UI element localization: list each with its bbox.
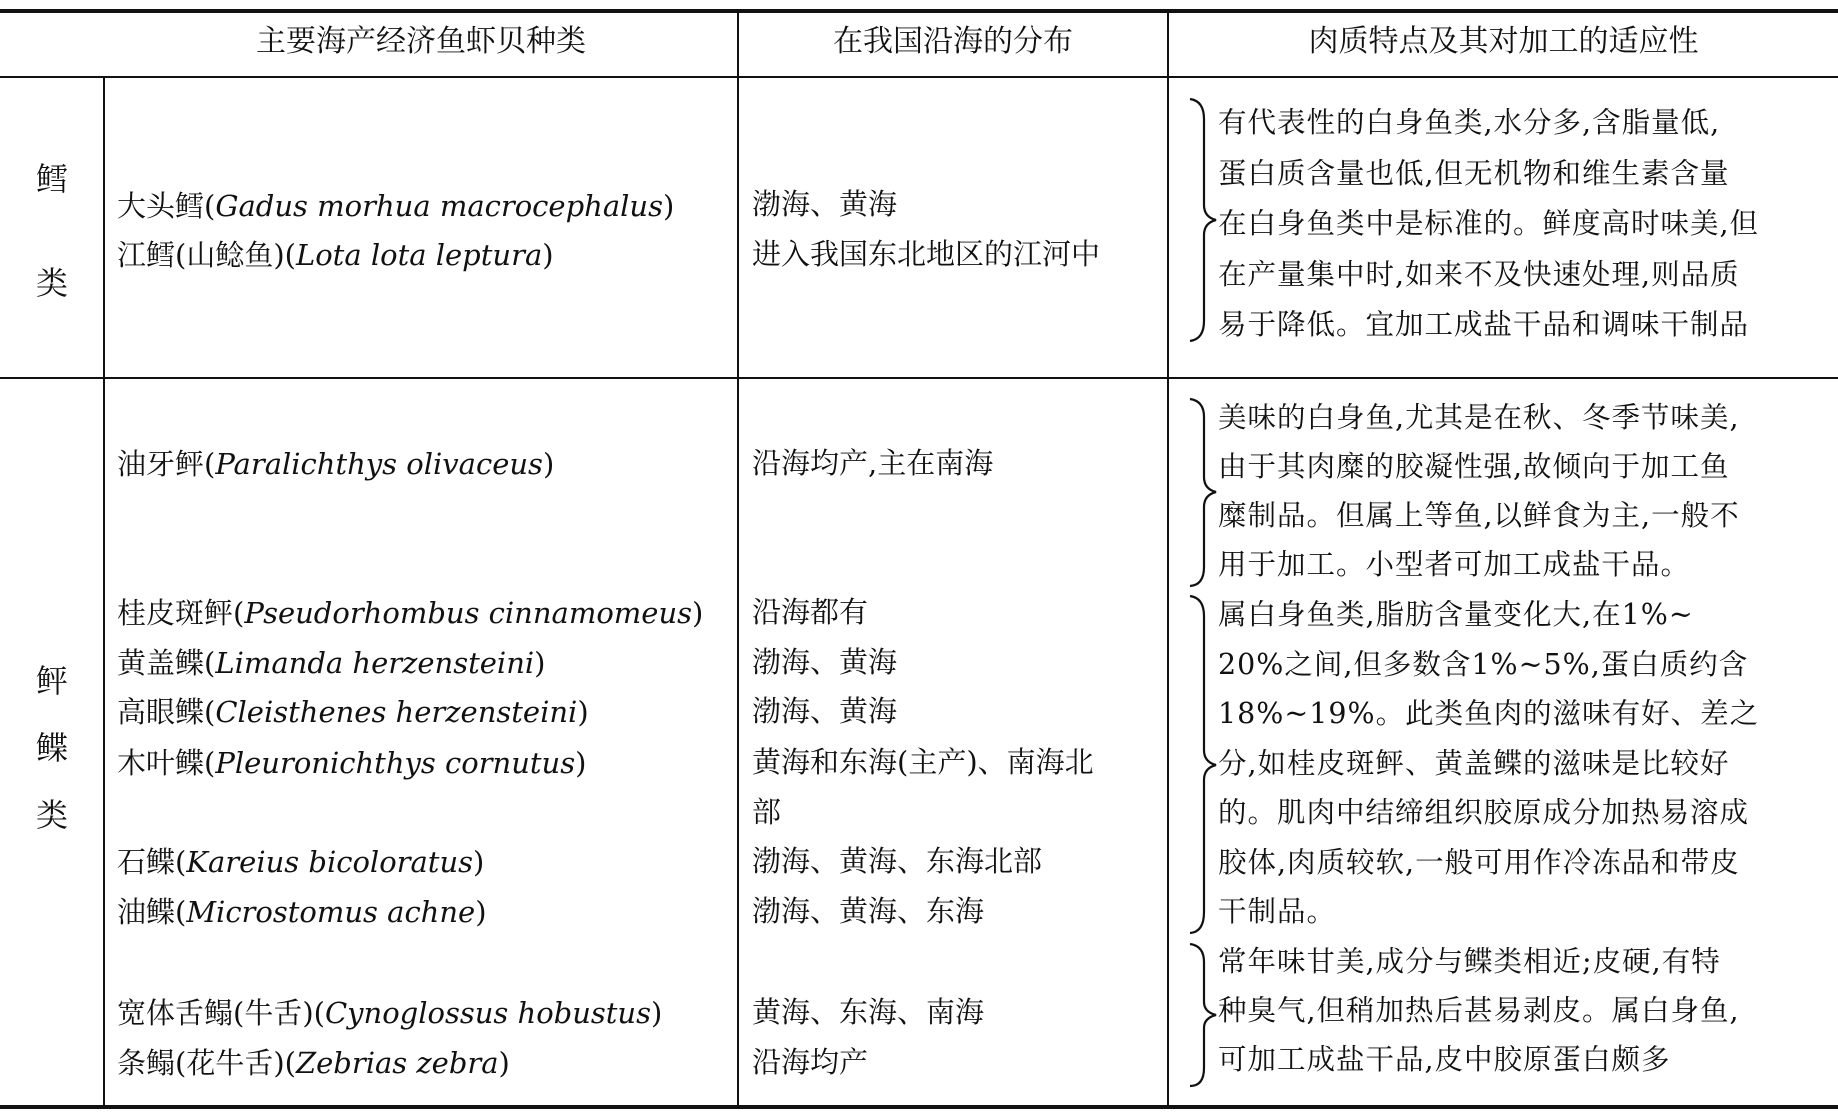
quality-description	[1218, 393, 1740, 589]
category-flatfish-char-2: 鲽	[35, 729, 68, 767]
species-cn: 宽体舌鳎(牛舌)	[117, 996, 314, 1030]
description-line: 的。肌肉中结缔组织胶原成分加热易溶成	[1218, 796, 1750, 829]
table-top-rule	[0, 9, 1838, 13]
description-line: 20%之间,但多数含1%~5%,蛋白质约含	[1218, 647, 1749, 681]
description-line: 分,如桂皮斑鲆、黄盖鲽的滋味是比较好	[1218, 746, 1730, 780]
curly-brace-icon	[1184, 940, 1218, 1090]
species-column-rule	[737, 10, 739, 1107]
description-line: 蛋白质含量也低,但无机物和维生素含量	[1218, 156, 1730, 190]
distribution-cell: 沿海都有	[752, 595, 869, 629]
description-line: 美味的白身鱼,尤其是在秋、冬季节味美,	[1218, 401, 1740, 434]
distribution-cell: 渤海、黄海	[752, 694, 898, 728]
species-cn: 石鲽	[117, 845, 176, 879]
species-row: 油鲽(Microstomus achne)	[117, 895, 487, 929]
species-latin: Microstomus achne	[186, 895, 476, 929]
species-row: 条鳎(花牛舌)(Zebrias zebra)	[117, 1046, 510, 1080]
description-line: 易于降低。宜加工成盐干品和调味干制品	[1218, 308, 1750, 341]
species-row: 江鳕(山鲶鱼)(Lota lota leptura)	[117, 238, 554, 272]
species-latin: Lota lota leptura	[295, 238, 543, 272]
species-cn: 油牙鲆	[117, 447, 205, 481]
description-line: 干制品。	[1218, 895, 1337, 928]
description-line: 可加工成盐干品,皮中胶原蛋白颇多	[1218, 1043, 1671, 1076]
quality-description	[1218, 590, 1759, 937]
species-latin: Paralichthys olivaceus	[215, 447, 543, 481]
quality-description	[1218, 98, 1759, 351]
species-cn: 大头鳕	[117, 189, 205, 223]
description-line: 胶体,肉质较软,一般可用作冷冻品和带皮	[1218, 845, 1740, 879]
description-line: 18%~19%。此类鱼肉的滋味有好、差之	[1218, 697, 1760, 730]
species-cn: 桂皮斑鲆	[117, 596, 234, 630]
species-row: 宽体舌鳎(牛舌)(Cynoglossus hobustus)	[117, 996, 663, 1030]
table-bottom-rule	[0, 1105, 1838, 1109]
curly-brace-icon	[1184, 95, 1218, 345]
description-line: 糜制品。但属上等鱼,以鲜食为主,一般不	[1218, 499, 1740, 532]
species-latin: Pleuronichthys cornutus	[215, 746, 576, 780]
distribution-cell: 沿海均产,主在南海	[752, 446, 994, 480]
species-row: 木叶鲽(Pleuronichthys cornutus)	[117, 746, 587, 780]
distribution-cell-continued: 部	[752, 795, 782, 829]
header-species: 主要海产经济鱼虾贝种类	[256, 24, 586, 59]
distribution-cell: 渤海、黄海	[752, 187, 898, 221]
distribution-cell: 渤海、黄海	[752, 645, 898, 679]
header-quality: 肉质特点及其对加工的适应性	[1308, 24, 1699, 59]
species-row: 黄盖鲽(Limanda herzensteini)	[117, 646, 546, 680]
distribution-cell: 沿海均产	[752, 1045, 869, 1079]
distribution-cell: 黄海、东海、南海	[752, 995, 985, 1029]
distribution-cell: 进入我国东北地区的江河中	[752, 237, 1101, 271]
curly-brace-icon	[1184, 395, 1218, 590]
species-cn: 高眼鲽	[117, 695, 205, 729]
species-latin: Kareius bicoloratus	[186, 845, 474, 879]
distribution-cell: 渤海、黄海、东海	[752, 894, 985, 928]
species-cn: 条鳎(花牛舌)	[117, 1046, 285, 1080]
category-flatfish-char-3: 类	[35, 796, 68, 834]
species-row: 大头鳕(Gadus morhua macrocephalus)	[117, 189, 675, 223]
species-latin: Pseudorhombus cinnamomeus	[244, 596, 693, 630]
distribution-column-rule	[1167, 10, 1169, 1107]
species-latin: Cleisthenes herzensteini	[215, 695, 578, 729]
species-latin: Limanda herzensteini	[215, 646, 535, 680]
description-line: 常年味甘美,成分与鲽类相近;皮硬,有特	[1218, 945, 1721, 978]
curly-brace-icon	[1184, 592, 1218, 937]
species-row: 桂皮斑鲆(Pseudorhombus cinnamomeus)	[117, 596, 704, 630]
quality-description	[1218, 937, 1740, 1084]
group-divider-rule	[0, 377, 1838, 379]
distribution-cell: 黄海和东海(主产)、南海北	[752, 745, 1094, 779]
description-line: 在产量集中时,如来不及快速处理,则品质	[1218, 257, 1740, 291]
distribution-cell: 渤海、黄海、东海北部	[752, 844, 1043, 878]
header-distribution: 在我国沿海的分布	[833, 24, 1073, 59]
description-line: 有代表性的白身鱼类,水分多,含脂量低,	[1218, 106, 1721, 139]
header-bottom-rule	[0, 76, 1838, 78]
species-latin: Zebrias zebra	[295, 1046, 499, 1080]
species-row: 油牙鲆(Paralichthys olivaceus)	[117, 447, 555, 481]
category-cod-char-1: 鳕	[35, 160, 68, 198]
description-line: 在白身鱼类中是标准的。鲜度高时味美,但	[1218, 207, 1760, 240]
description-line: 种臭气,但稍加热后甚易剥皮。属白身鱼,	[1218, 994, 1740, 1027]
species-cn: 木叶鲽	[117, 746, 205, 780]
species-cn: 江鳕(山鲶鱼)	[117, 238, 285, 272]
species-cn: 油鲽	[117, 895, 176, 929]
species-latin: Cynoglossus hobustus	[324, 996, 651, 1030]
category-column-rule	[103, 77, 105, 1107]
description-line: 用于加工。小型者可加工成盐干品。	[1218, 548, 1691, 581]
species-row: 石鲽(Kareius bicoloratus)	[117, 845, 485, 879]
category-cod-char-2: 类	[35, 264, 68, 302]
species-row: 高眼鲽(Cleisthenes herzensteini)	[117, 695, 589, 729]
description-line: 属白身鱼类,脂肪含量变化大,在1%~	[1218, 598, 1694, 631]
category-flatfish-char-1: 鲆	[35, 662, 68, 700]
species-cn: 黄盖鲽	[117, 646, 205, 680]
description-line: 由于其肉糜的胶凝性强,故倾向于加工鱼	[1218, 450, 1730, 483]
species-latin: Gadus morhua macrocephalus	[215, 189, 663, 223]
